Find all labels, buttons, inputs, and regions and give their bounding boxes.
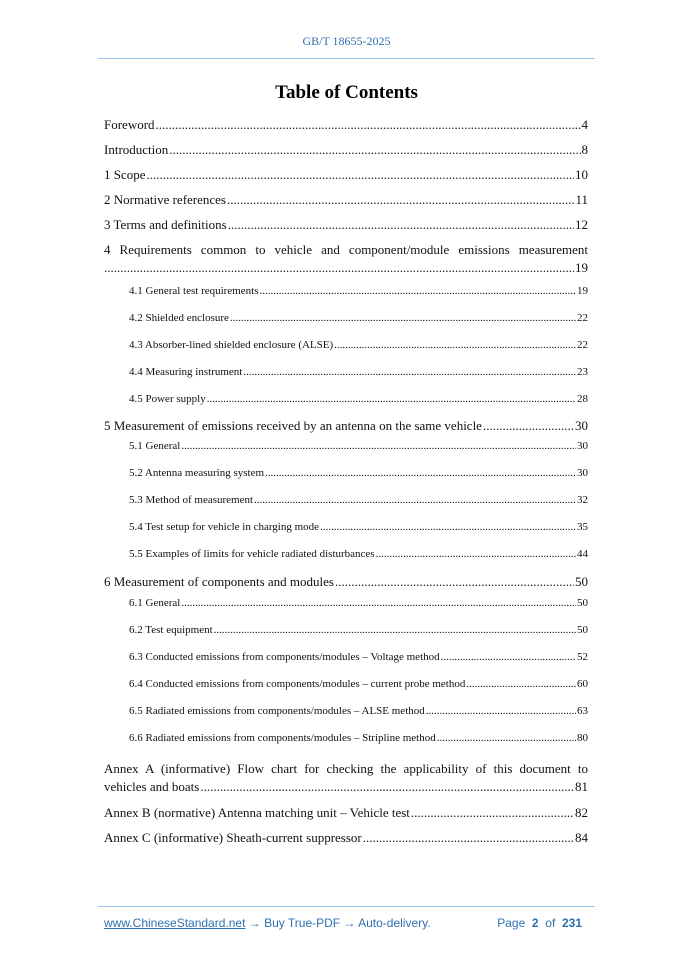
toc-entry-introduction[interactable] (104, 141, 588, 166)
page-footer (104, 916, 582, 930)
toc-leader (147, 166, 574, 183)
toc-leader (483, 417, 574, 434)
toc-label: 4.2 Shielded enclosure (129, 312, 229, 324)
toc-label: Annex B (normative) Antenna matching unit – Vehicle test (104, 805, 410, 820)
total-pages: 231 (561, 916, 582, 930)
toc-label: 2 Normative references (104, 192, 226, 207)
toc-entry-4-4[interactable] (104, 364, 588, 391)
toc-label: Annex A (informative) Flow chart for checking the applicability of this document to (104, 761, 588, 776)
toc-entry-foreword[interactable] (104, 116, 588, 141)
current-page-number: 2 (531, 916, 539, 930)
toc-label: 6 Measurement of components and modules (104, 574, 334, 589)
toc-entry-scope[interactable] (104, 166, 588, 191)
toc-page: 50 (577, 597, 588, 609)
toc-page: 30 (577, 440, 588, 452)
toc-page: 30 (577, 467, 588, 479)
toc-page: 60 (577, 678, 588, 690)
toc-leader (376, 546, 576, 563)
toc-label: 4 Requirements common to vehicle and component/module emissions measurement (104, 242, 588, 257)
toc-label: 4.4 Measuring instrument (129, 366, 243, 378)
website-link[interactable]: www.ChineseStandard.net (104, 916, 246, 930)
toc-page: 10 (575, 167, 588, 182)
toc-label: 4.1 General test requirements (129, 285, 259, 297)
toc-leader (214, 622, 576, 639)
toc-page: 84 (575, 830, 588, 845)
toc-entry-6-6[interactable] (104, 730, 588, 760)
toc-leader (334, 337, 576, 354)
toc-entry-4-2[interactable] (104, 310, 588, 337)
toc-page: 30 (575, 418, 588, 433)
toc-entry-6-2[interactable] (104, 622, 588, 649)
toc-entry-section-5[interactable] (104, 417, 588, 438)
toc-page: 19 (577, 285, 588, 297)
toc-page: 80 (577, 732, 588, 744)
toc-label-continued: vehicles and boats (104, 779, 200, 794)
toc-entry-normative-references[interactable] (104, 191, 588, 216)
toc-entry-6-1[interactable] (104, 595, 588, 622)
toc-page: 82 (575, 805, 588, 820)
toc-leader (207, 391, 576, 408)
toc-leader (466, 676, 576, 693)
toc-label: 6.3 Conducted emissions from components/modules – Voltage method (129, 651, 440, 663)
table-of-contents (104, 116, 588, 854)
toc-leader (265, 465, 576, 482)
toc-leader (181, 595, 576, 612)
of-word: of (545, 916, 556, 930)
toc-leader (363, 829, 574, 846)
toc-entry-5-1[interactable] (104, 438, 588, 465)
toc-label: 5 Measurement of emissions received by an antenna on the same vehicle (104, 418, 482, 433)
toc-label: Introduction (104, 142, 169, 157)
toc-leader (441, 649, 576, 666)
toc-leader (426, 703, 576, 720)
toc-label: 6.6 Radiated emissions from components/modules – Stripline method (129, 732, 436, 744)
footer-divider (98, 906, 595, 907)
toc-leader (181, 438, 576, 455)
toc-entry-annex-c[interactable] (104, 829, 588, 854)
toc-label: 6.2 Test equipment (129, 624, 213, 636)
toc-label: 5.4 Test setup for vehicle in charging mode (129, 521, 320, 533)
toc-page: 22 (577, 312, 588, 324)
toc-entry-4-3[interactable] (104, 337, 588, 364)
toc-page: 81 (575, 779, 588, 794)
toc-leader (228, 216, 574, 233)
toc-label: 5.5 Examples of limits for vehicle radiated disturbances (129, 548, 375, 560)
toc-entry-5-4[interactable] (104, 519, 588, 546)
toc-page: 4 (581, 117, 588, 132)
toc-page: 23 (577, 366, 588, 378)
toc-label: 6.5 Radiated emissions from components/modules – ALSE method (129, 705, 425, 717)
toc-leader (411, 804, 574, 821)
page-word: Page (497, 916, 526, 930)
toc-page: 63 (577, 705, 588, 717)
toc-entry-section-6[interactable] (104, 573, 588, 595)
toc-entry-annex-b[interactable] (104, 804, 588, 829)
toc-leader (104, 259, 574, 276)
toc-entry-5-5[interactable] (104, 546, 588, 573)
toc-label: 5.3 Method of measurement (129, 494, 254, 506)
toc-page: 28 (577, 393, 588, 405)
toc-entry-6-3[interactable] (104, 649, 588, 676)
toc-entry-6-4[interactable] (104, 676, 588, 703)
toc-page: 11 (575, 192, 588, 207)
toc-leader-row (104, 259, 588, 283)
toc-page: 8 (581, 142, 588, 157)
toc-label: 4.5 Power supply (129, 393, 206, 405)
toc-label: 3 Terms and definitions (104, 217, 227, 232)
page-indicator (497, 916, 582, 930)
toc-leader (230, 310, 576, 327)
footer-promo (104, 916, 431, 930)
toc-entry-section-4[interactable] (104, 241, 588, 283)
toc-entry-5-3[interactable] (104, 492, 588, 519)
toc-label: 5.2 Antenna measuring system (129, 467, 265, 479)
toc-page: 19 (575, 260, 588, 275)
page-header: GB/T 18655-2025 (302, 34, 391, 48)
toc-page: 50 (575, 574, 588, 589)
toc-entry-4-1[interactable] (104, 283, 588, 310)
page-title: Table of Contents (275, 82, 418, 103)
toc-leader (169, 141, 580, 158)
toc-page: 50 (577, 624, 588, 636)
toc-page: 44 (577, 548, 588, 560)
toc-page: 12 (575, 217, 588, 232)
toc-leader (227, 191, 574, 208)
toc-leader (156, 116, 581, 133)
toc-entry-5-2[interactable] (104, 465, 588, 492)
footer-tagline: → Buy True-PDF → Auto-delivery. (245, 916, 431, 930)
toc-label: 5.1 General (129, 440, 181, 452)
toc-entry-annex-a[interactable] (104, 760, 588, 804)
toc-leader (243, 364, 576, 381)
toc-label: 6.4 Conducted emissions from components/modules – current probe method (129, 678, 466, 690)
toc-page: 52 (577, 651, 588, 663)
toc-entry-terms[interactable] (104, 216, 588, 241)
toc-leader (320, 519, 576, 536)
toc-page: 22 (577, 339, 588, 351)
toc-entry-6-5[interactable] (104, 703, 588, 730)
header-divider (98, 58, 595, 59)
toc-leader (200, 778, 574, 795)
toc-label: Annex C (informative) Sheath-current suppressor (104, 830, 362, 845)
toc-label: 4.3 Absorber-lined shielded enclosure (ALSE) (129, 339, 334, 351)
toc-leader-row (104, 778, 588, 804)
toc-page: 32 (577, 494, 588, 506)
toc-leader (260, 283, 576, 300)
toc-entry-4-5[interactable] (104, 391, 588, 417)
toc-page: 35 (577, 521, 588, 533)
toc-label: Foreword (104, 117, 155, 132)
toc-leader (254, 492, 576, 509)
toc-label: 6.1 General (129, 597, 181, 609)
toc-leader (437, 730, 576, 747)
toc-label: 1 Scope (104, 167, 146, 182)
toc-leader (335, 573, 574, 590)
